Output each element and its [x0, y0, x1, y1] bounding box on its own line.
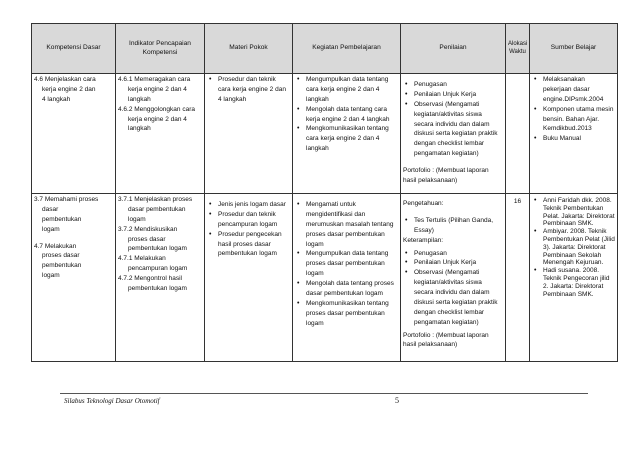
kd-line: proses dasar — [42, 252, 80, 260]
kd-cell — [32, 74, 116, 194]
list-item: • Komponen utama mesin bensin. Bahan Ajar. Kemdikbud.2013 — [543, 105, 615, 135]
penilaian-cell — [401, 194, 506, 362]
header-alokasi-waktu: Alokasi Waktu — [506, 24, 530, 74]
alokasi-cell: 16 — [506, 194, 530, 362]
list-item: • Penilaian Unjuk Kerja — [414, 90, 503, 100]
indikator-line: pembentukan logam — [128, 245, 187, 253]
header-penilaian: Penilaian — [401, 24, 506, 74]
kd-line: pembentukan — [42, 262, 82, 270]
penilaian-cell — [401, 74, 506, 194]
indikator-line: langkah — [128, 125, 151, 133]
kd-line: 4 langkah — [42, 95, 71, 103]
table-row — [32, 74, 618, 194]
kegiatan-cell — [293, 194, 401, 362]
syllabus-table — [31, 23, 618, 362]
kd-line: 4.7 Melakukan — [34, 242, 77, 250]
indikator-line: pencampuran logam — [128, 265, 188, 273]
list-item: • Mengolah data tentang proses dasar pembentukan logam — [306, 279, 398, 299]
list-item: • Jenis jenis logam dasar — [218, 200, 290, 210]
list-item: • Mengolah data tentang cara kerja engine 2 dan 4 langkah — [306, 105, 398, 125]
indikator-line: logam — [128, 215, 146, 223]
list-item: • Prosedur pengecekan hasil proses dasar pembentukan logam — [218, 230, 290, 260]
indikator-line: 4.6.2 Menggolongkan cara — [118, 105, 195, 113]
indikator-line: kerja engine 2 dan 4 — [128, 115, 187, 123]
footer-divider — [60, 393, 588, 394]
sumber-cell — [530, 74, 618, 194]
materi-cell — [205, 194, 293, 362]
header-materi-pokok: Materi Pokok — [205, 24, 293, 74]
kd-line: 4.6 Menjelaskan cara — [34, 76, 96, 83]
list-item: • Hadi susana. 2008. Teknik Pengecoran jilid 2. Jakarta: Direktorat Pembinaan SMK. — [543, 267, 615, 298]
alokasi-cell — [506, 74, 530, 194]
page-number: 5 — [395, 396, 399, 405]
indikator-cell — [116, 74, 205, 194]
list-item: • Tes Tertulis (Pilihan Ganda, Essay) — [414, 216, 503, 236]
header-indikator: Indikator Pencapaian Kompetensi — [116, 24, 205, 74]
list-item: • Mengkomunikasikan tentang proses dasar pembentukan logam — [306, 299, 398, 329]
indikator-line: langkah — [128, 95, 151, 103]
kd-line: pembentukan — [42, 215, 82, 223]
indikator-line: 4.7.2 Mengontrol hasil — [118, 275, 182, 282]
list-item: • Penugasan — [414, 249, 503, 259]
list-item: • Mengumpulkan data tentang cara kerja engine 2 dan 4 langkah — [306, 75, 398, 105]
kd-line: 3.7 Memahami proses — [34, 196, 99, 203]
list-item: • Mengamati untuk mengidentifikasi dan merumuskan masalah tentang proses dasar pembentukan logam — [306, 200, 398, 249]
indikator-line: 3.7.2 Mendiskusikan — [118, 225, 178, 233]
header-kompetensi-dasar: Kompetensi Dasar — [32, 24, 116, 74]
footer-title: Silabus Teknologi Dasar Otomotif — [64, 397, 160, 405]
keterampilan-label: Keterampilan: — [403, 236, 444, 244]
indikator-line: dasar pembentukan — [128, 205, 186, 213]
header-sumber-belajar: Sumber Belajar — [530, 24, 618, 74]
kd-cell — [32, 194, 116, 362]
list-item: • Ambiyar. 2008. Teknik Pembentukan Pelat (Jilid 3). Jakarta: Direktorat Pembinaan Sekolah Menengah Kejuruan. — [543, 228, 615, 267]
list-item: • Prosedur dan teknik cara kerja engine 2 dan 4 langkah — [218, 75, 290, 105]
indikator-line: proses dasar — [128, 235, 166, 243]
indikator-line: kerja engine 2 dan 4 — [128, 85, 187, 93]
list-item: • Penugasan — [414, 80, 503, 90]
indikator-line: 4.7.1 Melakukan — [118, 255, 166, 263]
portofolio-text: Portofolio : (Membuat laporan hasil pelaksanaan) — [403, 167, 489, 184]
list-item: • Mengumpulkan data tentang proses dasar pembentukan logam — [306, 249, 398, 279]
list-item: • Anni Faridah dkk. 2008. Teknik Pembentukan Pelat. Jakarta: Direktorat Pembinaan SMK. — [543, 197, 615, 228]
kd-line: logam — [42, 225, 60, 233]
list-item: • Observasi (Mengamati kegiatan/aktivitas siswa secara individu dan dalam diskusi serta kegiatan praktik dengan checklist lembar pengamatan kegiatan) — [414, 268, 503, 327]
kd-line: kerja engine 2 dan — [42, 85, 96, 93]
header-kegiatan: Kegiatan Pembelajaran — [293, 24, 401, 74]
indikator-line: 3.7.1 Menjelaskan proses — [118, 196, 193, 203]
kegiatan-cell — [293, 74, 401, 194]
portofolio-text: Portofolio : (Membuat laporan hasil pelaksanaan) — [403, 331, 489, 349]
table-row — [32, 194, 618, 362]
materi-cell — [205, 74, 293, 194]
list-item: • Buku Manual — [543, 134, 615, 144]
pengetahuan-label: Pengetahuan: — [403, 200, 444, 207]
sumber-cell — [530, 194, 618, 362]
list-item: • Mengkomunikasikan tentang cara kerja engine 2 dan 4 langkah — [306, 124, 398, 154]
list-item: • Observasi (Mengamati kegiatan/aktivitas siswa secara individu dan dalam diskusi serta kegiatan praktik dengan checklist lembar pengamatan kegiatan) — [414, 100, 503, 159]
indikator-line: pembentukan logam — [128, 284, 187, 292]
header-row — [32, 24, 618, 74]
list-item: • Penilaian Unjuk Kerja — [414, 258, 503, 268]
list-item: • Melaksanakan pekerjaan dasar engine.DIPsmk.2004 — [543, 75, 615, 105]
indikator-line: 4.6.1 Memeragakan cara — [118, 76, 191, 83]
list-item: • Prosedur dan teknik pencampuran logam — [218, 210, 290, 230]
kd-line: logam — [42, 272, 60, 280]
indikator-cell — [116, 194, 205, 362]
kd-line: dasar — [42, 205, 59, 213]
